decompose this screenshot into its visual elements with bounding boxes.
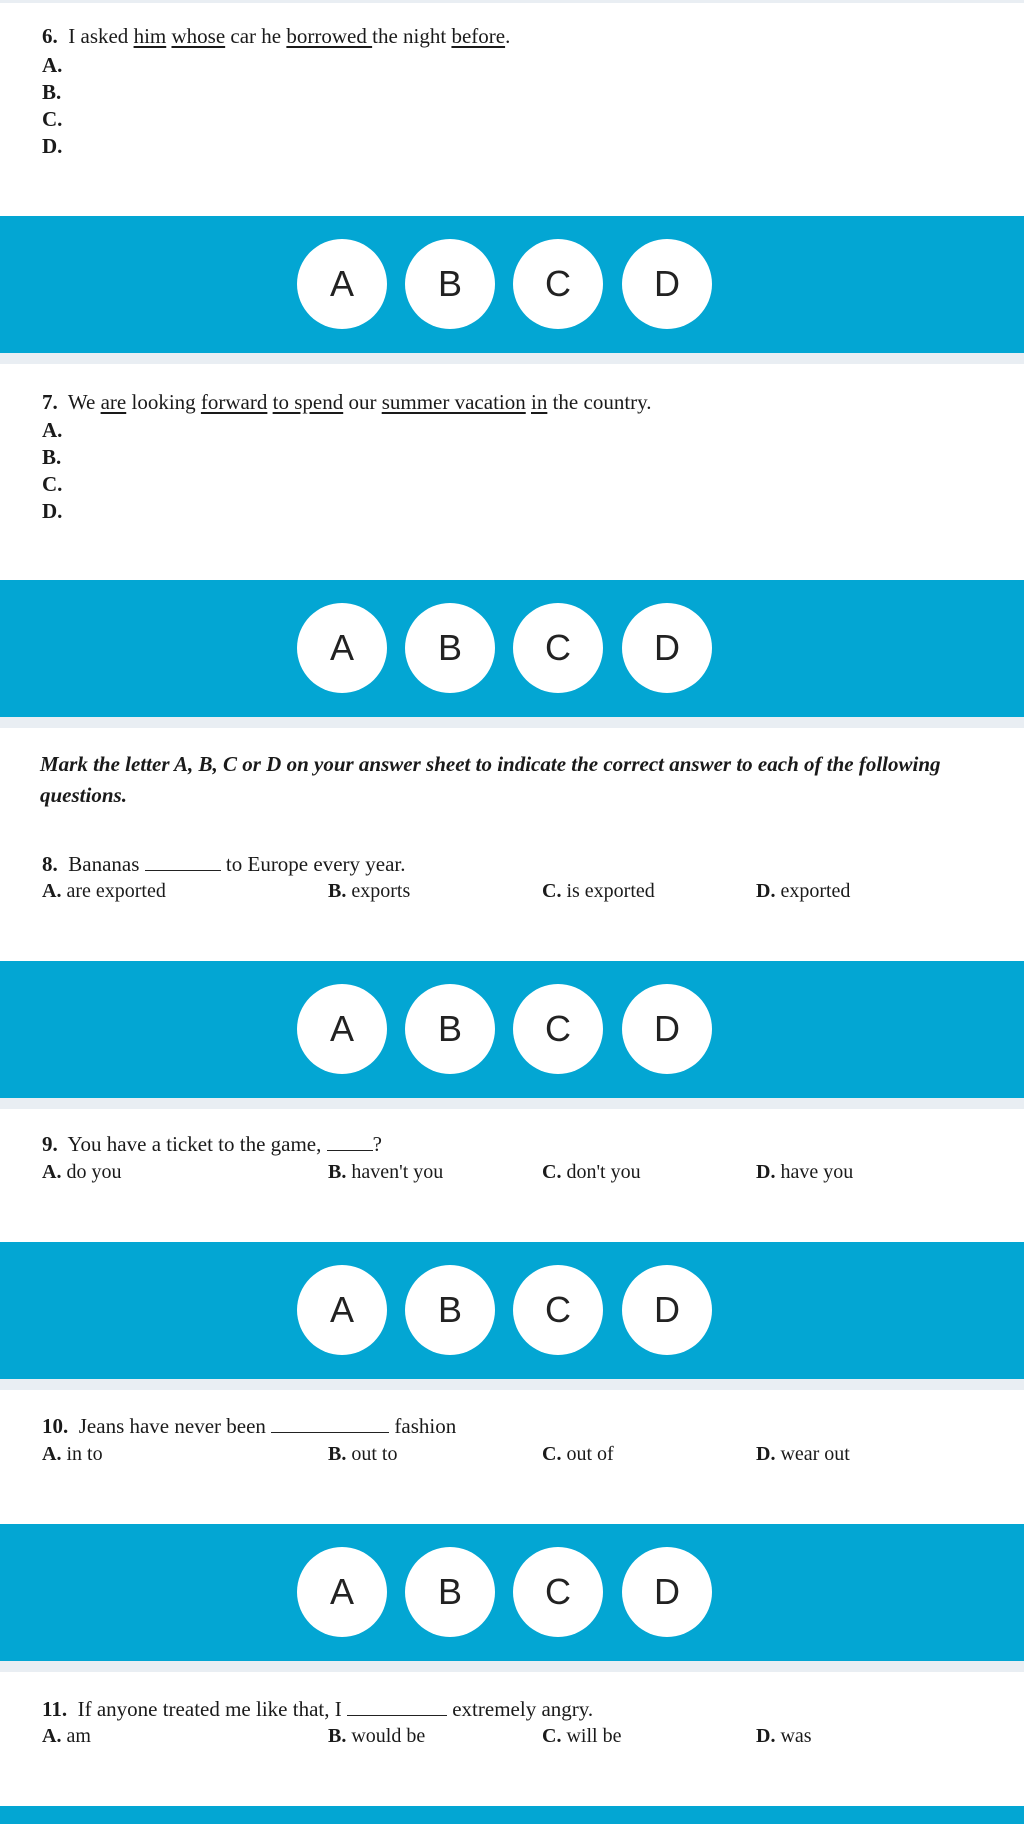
answer-band-q8 [0, 961, 1024, 1098]
underlined-segment-d: before [451, 24, 506, 48]
question-number: 8. [42, 852, 58, 876]
option-a: A. am [42, 1725, 91, 1747]
question-number: 10. [42, 1414, 69, 1438]
instruction-text: Mark the letter A, B, C or D on your answer sheet to indicate the correct answer to each of the following questions. [40, 752, 941, 807]
answer-band-q6 [0, 216, 1024, 353]
underlined-segment-c: to spend [272, 390, 344, 414]
question-number: 6. [42, 24, 58, 48]
answer-blank [327, 1132, 373, 1151]
separator [0, 1379, 1024, 1390]
answer-band-q11-partial [0, 1806, 1024, 1824]
question-text-after: ? [372, 1132, 382, 1156]
answer-button-c[interactable]: C [513, 984, 603, 1074]
question-10 [42, 1414, 456, 1438]
answer-button-b[interactable]: B [405, 984, 495, 1074]
question-7 [42, 390, 652, 414]
answer-blank [271, 1414, 389, 1433]
question-11 [42, 1697, 593, 1721]
answer-button-d[interactable]: D [622, 1547, 712, 1637]
answer-button-b[interactable]: B [405, 239, 495, 329]
question-text-before: If anyone treated me like that, I [77, 1697, 342, 1721]
answer-button-a[interactable]: A [297, 1265, 387, 1355]
underlined-segment-d: summer vacation [381, 390, 526, 414]
answer-button-c[interactable]: C [513, 239, 603, 329]
option-d: D. have you [756, 1161, 854, 1183]
answer-button-c[interactable]: C [513, 1265, 603, 1355]
option-d-label: D. [42, 499, 63, 523]
text-segment: car he [225, 24, 287, 48]
answer-blank [347, 1697, 447, 1716]
option-c: C. will be [542, 1725, 622, 1747]
option-d: D. wear out [756, 1443, 850, 1465]
option-b-label: B. [42, 445, 62, 469]
option-c: C. don't you [542, 1161, 641, 1183]
answer-button-b[interactable]: B [405, 1547, 495, 1637]
option-c: C. out of [542, 1443, 614, 1465]
underlined-segment-a: are [100, 390, 127, 414]
option-d: D. exported [756, 880, 851, 902]
option-c: C. is exported [542, 880, 655, 902]
answer-band-q10 [0, 1524, 1024, 1661]
text-segment: We [67, 390, 101, 414]
text-segment: the night [372, 24, 452, 48]
separator [0, 1661, 1024, 1672]
option-b: B. would be [328, 1725, 426, 1747]
underlined-segment-b: whose [171, 24, 226, 48]
question-number: 11. [42, 1697, 68, 1721]
option-d: D. was [756, 1725, 812, 1747]
underlined-segment-c: borrowed [286, 24, 373, 48]
question-number: 9. [42, 1132, 58, 1156]
answer-band-q7 [0, 580, 1024, 717]
question-6 [42, 24, 510, 48]
option-c-label: C. [42, 472, 63, 496]
question-text-after: fashion [394, 1414, 457, 1438]
option-a: A. do you [42, 1161, 122, 1183]
answer-button-d[interactable]: D [622, 984, 712, 1074]
answer-button-d[interactable]: D [622, 1265, 712, 1355]
text-segment: looking [126, 390, 201, 414]
text-segment: the country. [547, 390, 652, 414]
answer-button-a[interactable]: A [297, 239, 387, 329]
answer-button-c[interactable]: C [513, 603, 603, 693]
text-segment: our [343, 390, 382, 414]
answer-button-c[interactable]: C [513, 1547, 603, 1637]
underlined-segment-e: in [531, 390, 548, 414]
underlined-segment-a: him [133, 24, 167, 48]
option-b: B. exports [328, 880, 411, 902]
separator [0, 353, 1024, 364]
question-text-after: extremely angry. [452, 1697, 594, 1721]
question-text-before: You have a ticket to the game, [67, 1132, 322, 1156]
option-a: A. are exported [42, 880, 166, 902]
option-d-label: D. [42, 134, 63, 158]
question-text-before: Jeans have never been [78, 1414, 266, 1438]
text-segment: I asked [68, 24, 134, 48]
option-a-label: A. [42, 418, 63, 442]
question-number: 7. [42, 390, 58, 414]
question-9 [42, 1132, 382, 1156]
option-a-label: A. [42, 53, 63, 77]
top-separator [0, 0, 1024, 3]
option-b: B. haven't you [328, 1161, 444, 1183]
option-a: A. in to [42, 1443, 103, 1465]
underlined-segment-b: forward [200, 390, 268, 414]
answer-button-d[interactable]: D [622, 603, 712, 693]
answer-band-q9 [0, 1242, 1024, 1379]
answer-blank [145, 852, 221, 871]
option-b-label: B. [42, 80, 62, 104]
question-text-after: to Europe every year. [225, 852, 406, 876]
answer-button-b[interactable]: B [405, 1265, 495, 1355]
answer-button-a[interactable]: A [297, 603, 387, 693]
question-text-before: Bananas [68, 852, 140, 876]
option-c-label: C. [42, 107, 63, 131]
answer-button-a[interactable]: A [297, 1547, 387, 1637]
text-segment: . [505, 24, 511, 48]
option-b: B. out to [328, 1443, 398, 1465]
answer-button-d[interactable]: D [622, 239, 712, 329]
separator [0, 1098, 1024, 1109]
separator [0, 717, 1024, 728]
question-8 [42, 852, 406, 876]
answer-button-a[interactable]: A [297, 984, 387, 1074]
answer-button-b[interactable]: B [405, 603, 495, 693]
